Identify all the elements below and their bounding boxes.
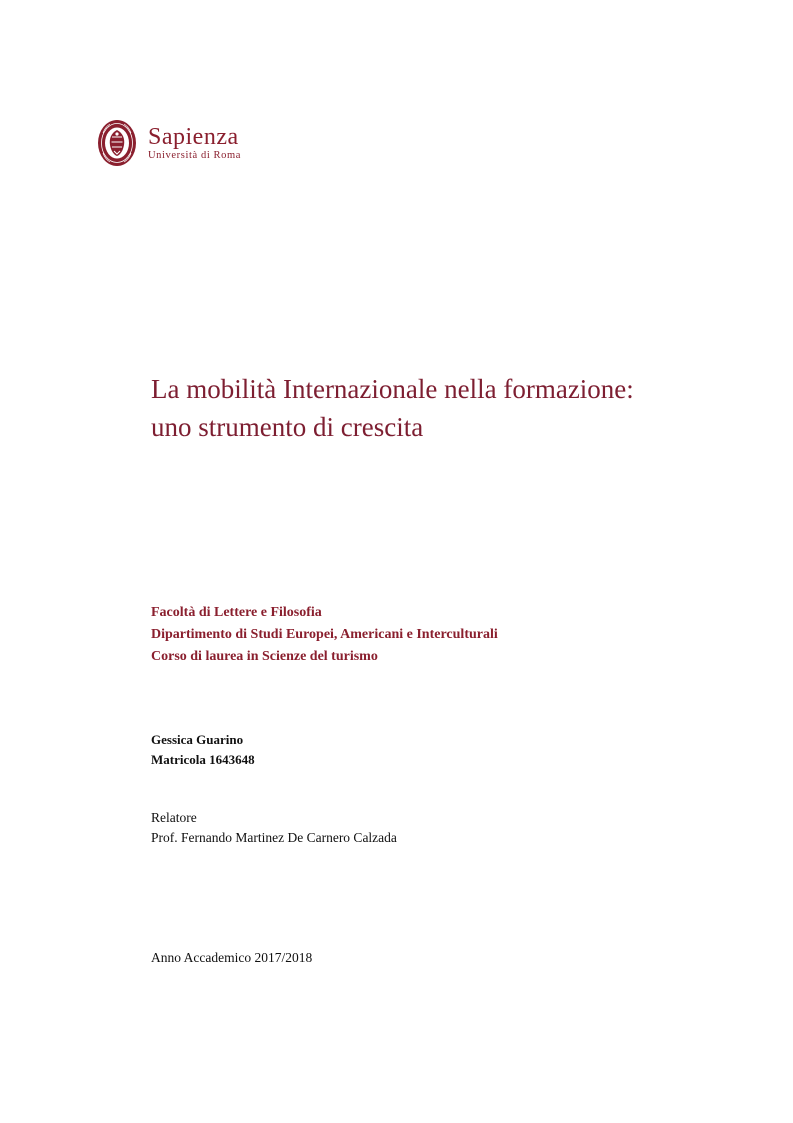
university-logo bbox=[97, 118, 241, 168]
academic-year-block bbox=[151, 948, 312, 968]
student-block bbox=[151, 730, 255, 770]
university-seal-icon bbox=[97, 119, 137, 167]
student-name: Gessica Guarino bbox=[151, 732, 244, 747]
university-subtitle: Università di Roma bbox=[148, 149, 242, 161]
faculty-name: Facoltà di Lettere e Filosofia bbox=[151, 605, 322, 620]
advisor-label: Relatore bbox=[151, 810, 197, 825]
faculty-block bbox=[151, 602, 498, 668]
department-name: Dipartimento di Studi Europei, Americani e Interculturali bbox=[151, 627, 498, 642]
course-name: Corso di laurea in Scienze del turismo bbox=[151, 649, 378, 664]
thesis-title bbox=[151, 370, 751, 446]
logo-text bbox=[148, 125, 241, 162]
advisor-name: Prof. Fernando Martinez De Carnero Calzada bbox=[151, 830, 397, 845]
student-id: Matricola 1643648 bbox=[151, 752, 255, 767]
thesis-title-line-1: La mobilità Internazionale nella formazione: bbox=[151, 374, 634, 404]
thesis-title-line-2: uno strumento di crescita bbox=[151, 412, 424, 442]
advisor-block bbox=[151, 808, 397, 848]
university-name: Sapienza bbox=[148, 123, 239, 150]
academic-year: Anno Accademico 2017/2018 bbox=[151, 950, 313, 965]
